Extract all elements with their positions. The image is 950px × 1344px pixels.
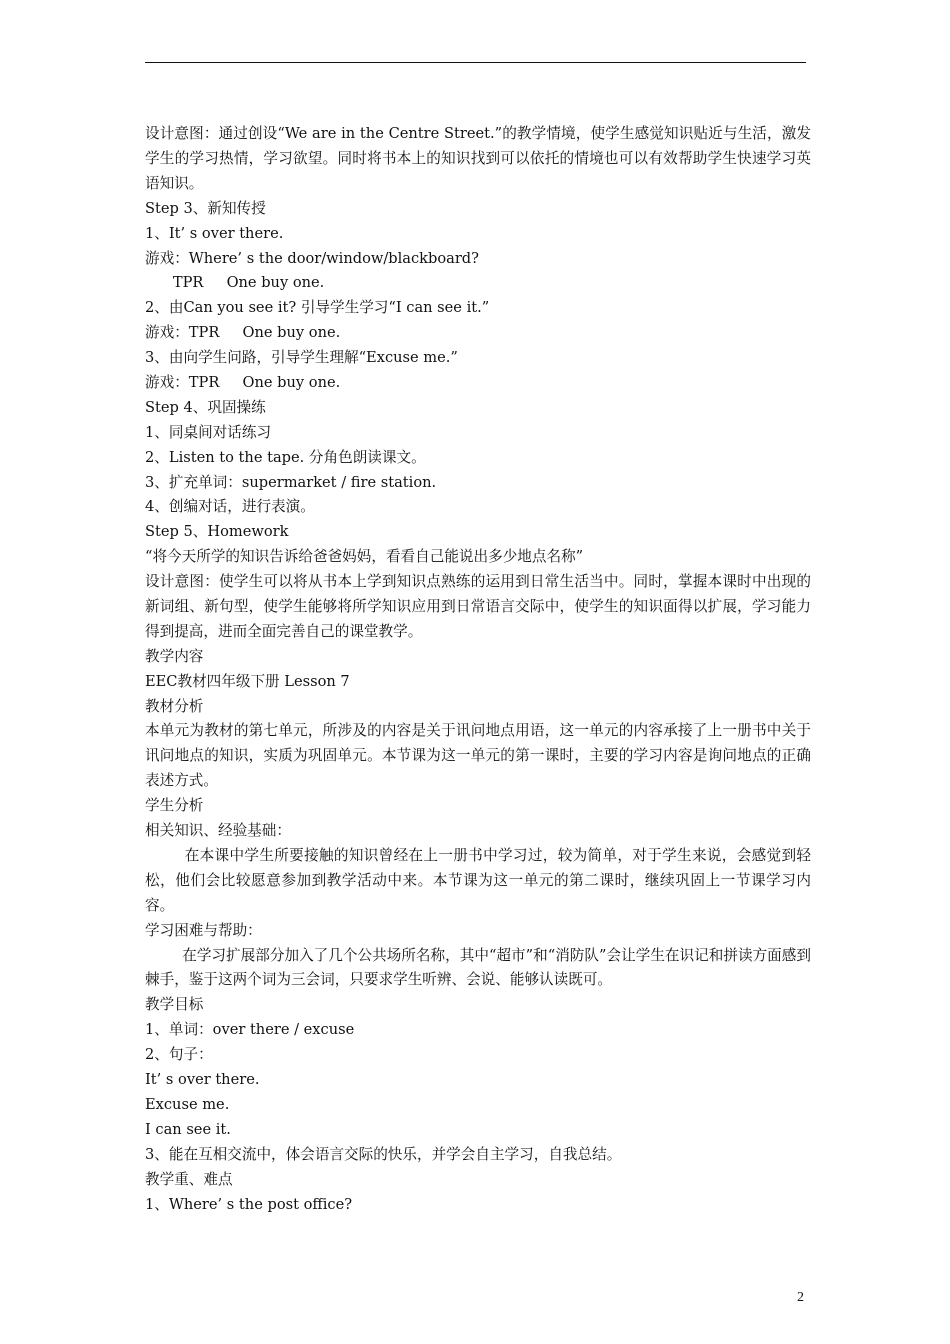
- paragraph: 在学习扩展部分加入了几个公共场所名称，其中“超市”和“消防队”会让学生在识记和拼读方面感到棘手，鉴于这两个词为三会词，只要求学生听辨、会说、能够认读既可。: [145, 946, 811, 989]
- text-line: I can see it.: [145, 1120, 231, 1138]
- header-rule: [145, 62, 806, 63]
- text-line: TPR One buy one.: [145, 274, 325, 292]
- text-line: 4、创编对话，进行表演。: [145, 498, 315, 516]
- text-line: 3、能在互相交流中，体会语言交际的快乐，并学会自主学习，自我总结。: [145, 1145, 622, 1163]
- text-line: 教学重、难点: [145, 1170, 233, 1188]
- text-line: 教学目标: [145, 996, 204, 1014]
- text-line: 1、单词：over there / excuse: [145, 1021, 355, 1039]
- text-line: Step 5、Homework: [145, 523, 289, 541]
- text-line: “将今天所学的知识告诉给爸爸妈妈，看看自己能说出多少地点名称”: [145, 548, 584, 566]
- text-line: 2、由Can you see it? 引导学生学习“I can see it.”: [145, 299, 490, 317]
- text-line: 游戏：TPR One buy one.: [145, 324, 341, 342]
- text-line: Step 3、新知传授: [145, 199, 266, 217]
- text-line: 2、Listen to the tape. 分角色朗读课文。: [145, 448, 426, 466]
- text-line: 3、由向学生问路，引导学生理解“Excuse me.”: [145, 349, 458, 367]
- paragraph: 本单元为教材的第七单元，所涉及的内容是关于讯问地点用语，这一单元的内容承接了上一册书中关于讯问地点的知识，实质为巩固单元。本节课为这一单元的第一课时，主要的学习内容是询问地点的正确表述方式。: [145, 722, 811, 790]
- text-line: It’ s over there.: [145, 1071, 260, 1089]
- text-line: 学生分析: [145, 797, 204, 815]
- text-line: 1、Where’ s the post office?: [145, 1195, 353, 1213]
- text-line: EEC教材四年级下册 Lesson 7: [145, 672, 350, 690]
- paragraph: 设计意图：使学生可以将从书本上学到知识点熟练的运用到日常生活当中。同时，掌握本课时中出现的新词组、新句型，使学生能够将所学知识应用到日常语言交际中，使学生的知识面得以扩展，学习能力得到提高，进而全面完善自己的课堂教学。: [145, 573, 811, 640]
- paragraph: 设计意图：通过创设“We are in the Centre Street.”的教学情境，使学生感觉知识贴近与生活，激发学生的学习热情，学习欲望。同时将书本上的知识找到可以依托的情境也可以有效帮助学生快速学习英语知识。: [145, 125, 811, 192]
- paragraph: 在本课中学生所要接触的知识曾经在上一册书中学习过，较为简单，对于学生来说，会感觉到轻松，他们会比较愿意参加到教学活动中来。本节课为这一单元的第二课时，继续巩固上一节课学习内容。: [145, 846, 811, 914]
- text-line: 相关知识、经验基础：: [145, 822, 291, 840]
- text-line: 1、同桌间对话练习: [145, 423, 272, 441]
- text-line: Excuse me.: [145, 1095, 230, 1113]
- text-line: 学习困难与帮助：: [145, 921, 262, 939]
- document-body: [145, 122, 811, 1217]
- text-line: 3、扩充单词：supermarket / fire station.: [145, 473, 437, 491]
- text-line: 1、It’ s over there.: [145, 224, 284, 242]
- text-line: Step 4、巩固操练: [145, 398, 266, 416]
- text-line: 游戏：Where’ s the door/window/blackboard?: [145, 249, 479, 267]
- page-number: 2: [797, 1290, 804, 1305]
- text-line: 2、句子：: [145, 1046, 213, 1064]
- text-line: 教材分析: [145, 697, 204, 715]
- text-line: 游戏：TPR One buy one.: [145, 373, 341, 391]
- text-line: 教学内容: [145, 647, 204, 665]
